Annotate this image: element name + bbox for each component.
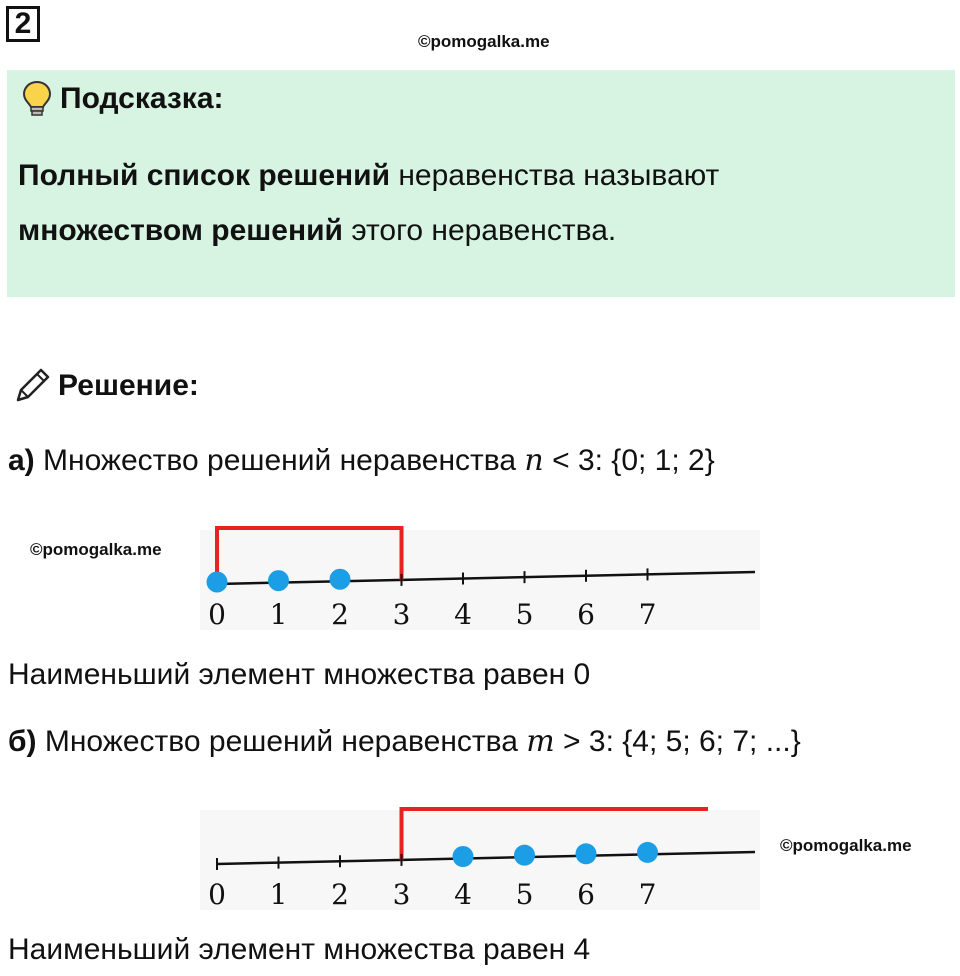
task-number: 2: [6, 6, 40, 42]
part-b-text: Множество решений неравенства: [36, 725, 527, 758]
hint-text: [18, 148, 918, 258]
hint-title-text: Подсказка:: [60, 82, 224, 115]
number-line-b: [200, 800, 760, 912]
tick-label-5: 5: [515, 878, 534, 911]
hint-bold-1: Полный список решений: [18, 159, 391, 192]
part-b-var: m: [526, 724, 555, 759]
tick-label-6: 6: [577, 598, 595, 631]
watermark-b: ©pomogalka.me: [780, 836, 912, 855]
solution-dot-6: [576, 843, 597, 864]
solution-dot-5: [514, 845, 535, 866]
tick-label-7: 7: [638, 878, 657, 911]
solution-dot-1: [268, 570, 289, 591]
tick-label-0: 0: [208, 598, 226, 631]
tick-label-0: 0: [208, 878, 226, 911]
number-line-a: [200, 520, 760, 635]
part-b-rest: > 3: {4; 5; 6; 7; ...}: [554, 725, 801, 758]
tick-label-2: 2: [331, 598, 349, 631]
tick-label-3: 3: [392, 878, 411, 911]
hint-title: [22, 80, 224, 118]
tick-label-2: 2: [331, 878, 349, 911]
part-a-statement: [8, 443, 715, 478]
solution-dot-4: [453, 846, 474, 867]
part-b-label: б): [8, 725, 37, 758]
part-a-result: Наименьший элемент множества равен 0: [8, 658, 591, 691]
solution-dot-0: [207, 572, 228, 593]
part-b-result: Наименьший элемент множества равен 4: [8, 933, 591, 966]
tick-label-1: 1: [269, 598, 288, 631]
solution-title-text: Решение:: [58, 369, 199, 402]
lightbulb-icon: [22, 80, 52, 118]
watermark-a: ©pomogalka.me: [30, 540, 162, 559]
tick-label-3: 3: [392, 598, 411, 631]
solution-dot-7: [637, 842, 658, 863]
hint-bold-2: множеством решений: [18, 214, 343, 247]
tick-label-4: 4: [454, 878, 472, 911]
part-a-var: n: [524, 443, 544, 478]
tick-label-7: 7: [638, 598, 657, 631]
pencil-icon: [12, 366, 52, 406]
part-b-statement: [8, 724, 801, 759]
tick-label-4: 4: [454, 598, 472, 631]
hint-text-2: этого неравенства.: [343, 214, 617, 247]
part-a-text: Множество решений неравенства: [34, 444, 525, 477]
solution-title: [12, 366, 199, 406]
tick-label-1: 1: [269, 878, 288, 911]
part-a-label: а): [8, 444, 35, 477]
part-a-rest: < 3: {0; 1; 2}: [543, 444, 715, 477]
tick-label-5: 5: [515, 598, 534, 631]
hint-text-1: неравенства называют: [390, 159, 720, 192]
solution-dot-2: [330, 569, 351, 590]
tick-label-6: 6: [577, 878, 595, 911]
watermark-top: ©pomogalka.me: [418, 32, 550, 51]
